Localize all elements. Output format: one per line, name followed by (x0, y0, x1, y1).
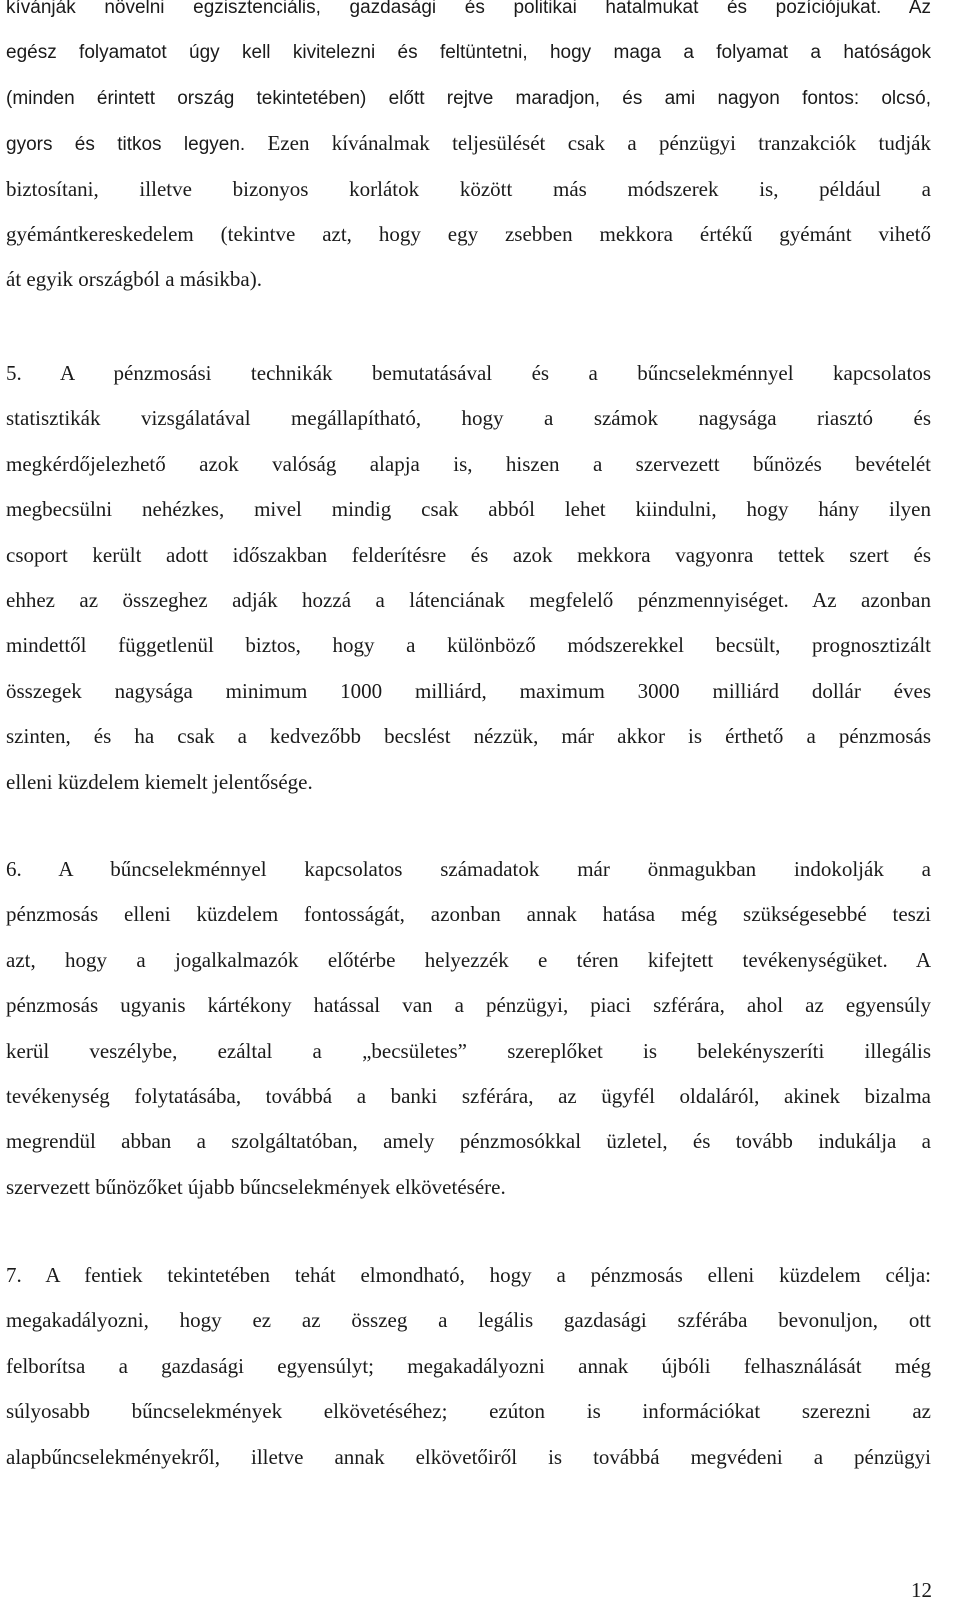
text-line: 6. A bűncselekménnyel kapcsolatos számadatok már önmagukban indokolják a (6, 857, 931, 881)
text-line: elleni küzdelem kiemelt jelentősége. (6, 769, 313, 794)
paragraph-5 (6, 351, 931, 805)
text-segment: Ezen kívánalmak teljesülését csak a pénzügyi tranzakciók tudják (267, 131, 931, 156)
text-line: megakadályozni, hogy ez az összeg a legális gazdasági szférába bevonuljon, ott (6, 1308, 931, 1333)
continuation-paragraph (6, 0, 931, 303)
text-line: megbecsülni nehézkes, mivel mindig csak abból lehet kiindulni, hogy hány ilyen (6, 497, 931, 522)
paragraph-7 (6, 1253, 931, 1480)
paragraph-6 (6, 847, 931, 1210)
text-line-mixed (6, 121, 931, 166)
text-line: gyémántkereskedelem (tekintve azt, hogy egy zsebben mekkora értékű gyémánt vihető (6, 221, 931, 246)
text-line: egész folyamatot úgy kell kivitelezni és feltüntetni, hogy maga a folyamat a hatóságok (6, 42, 931, 64)
text-line: csoport került adott időszakban felderítésre és azok mekkora vagyonra tettek szert és (6, 542, 931, 567)
text-line: tevékenység folytatásába, továbbá a banki szférára, az ügyfél oldaláról, akinek bizalma (6, 1083, 931, 1108)
text-line: pénzmosás ugyanis kártékony hatással van a pénzügyi, piaci szférára, ahol az egyensúly (6, 993, 931, 1018)
text-line: ehhez az összeghez adják hozzá a látenciának megfelelő pénzmennyiséget. Az azonban (6, 587, 931, 612)
text-line: alapbűncselekményekről, illetve annak elkövetőiről is továbbá megvédeni a pénzügyi (6, 1444, 931, 1469)
text-line: azt, hogy a jogalkalmazók előtérbe helyezzék e téren kifejtett tevékenységüket. A (6, 947, 931, 972)
text-line: biztosítani, illetve bizonyos korlátok között más módszerek is, például a (6, 176, 931, 201)
text-line: statisztikák vizsgálatával megállapítható, hogy a számok nagysága riasztó és (6, 406, 931, 431)
text-line: mindettől függetlenül biztos, hogy a különböző módszerekkel becsült, prognosztizált (6, 633, 931, 658)
text-line: súlyosabb bűncselekmények elkövetéséhez; ezúton is információkat szerezni az (6, 1399, 931, 1424)
text-line: 5. A pénzmosási technikák bemutatásával és a bűncselekménnyel kapcsolatos (6, 361, 931, 385)
text-line: szervezett bűnözőket újabb bűncselekmények elkövetésére. (6, 1174, 506, 1199)
text-segment: gyors és titkos legyen. (6, 134, 246, 156)
text-line: 7. A fentiek tekintetében tehát elmondható, hogy a pénzmosás elleni küzdelem célja: (6, 1263, 931, 1287)
text-line: (minden érintett ország tekintetében) előtt rejtve maradjon, és ami nagyon fontos: olcsó, (6, 87, 931, 109)
text-line: kívánják növelni egzisztenciális, gazdasági és politikai hatalmukat és pozíciójukat. Az (6, 0, 931, 18)
page-number: 12 (911, 1578, 932, 1602)
text-line: szinten, és ha csak a kedvezőbb becslést nézzük, már akkor is érthető a pénzmosás (6, 724, 931, 749)
text-line: összegek nagysága minimum 1000 milliárd, maximum 3000 milliárd dollár éves (6, 678, 931, 703)
text-line: pénzmosás elleni küzdelem fontosságát, azonban annak hatása még szükségesebbé teszi (6, 902, 931, 927)
text-line: felborítsa a gazdasági egyensúlyt; megakadályozni annak újbóli felhasználását még (6, 1353, 931, 1378)
text-line: megrendül abban a szolgáltatóban, amely pénzmosókkal üzletel, és tovább indukálja a (6, 1129, 931, 1154)
text-line: megkérdőjelezhető azok valóság alapja is, hiszen a szervezett bűnözés bevételét (6, 451, 931, 476)
text-line: kerül veszélybe, ezáltal a „becsületes” szereplőket is belekényszeríti illegális (6, 1038, 931, 1063)
text-line: át egyik országból a másikba). (6, 267, 262, 292)
